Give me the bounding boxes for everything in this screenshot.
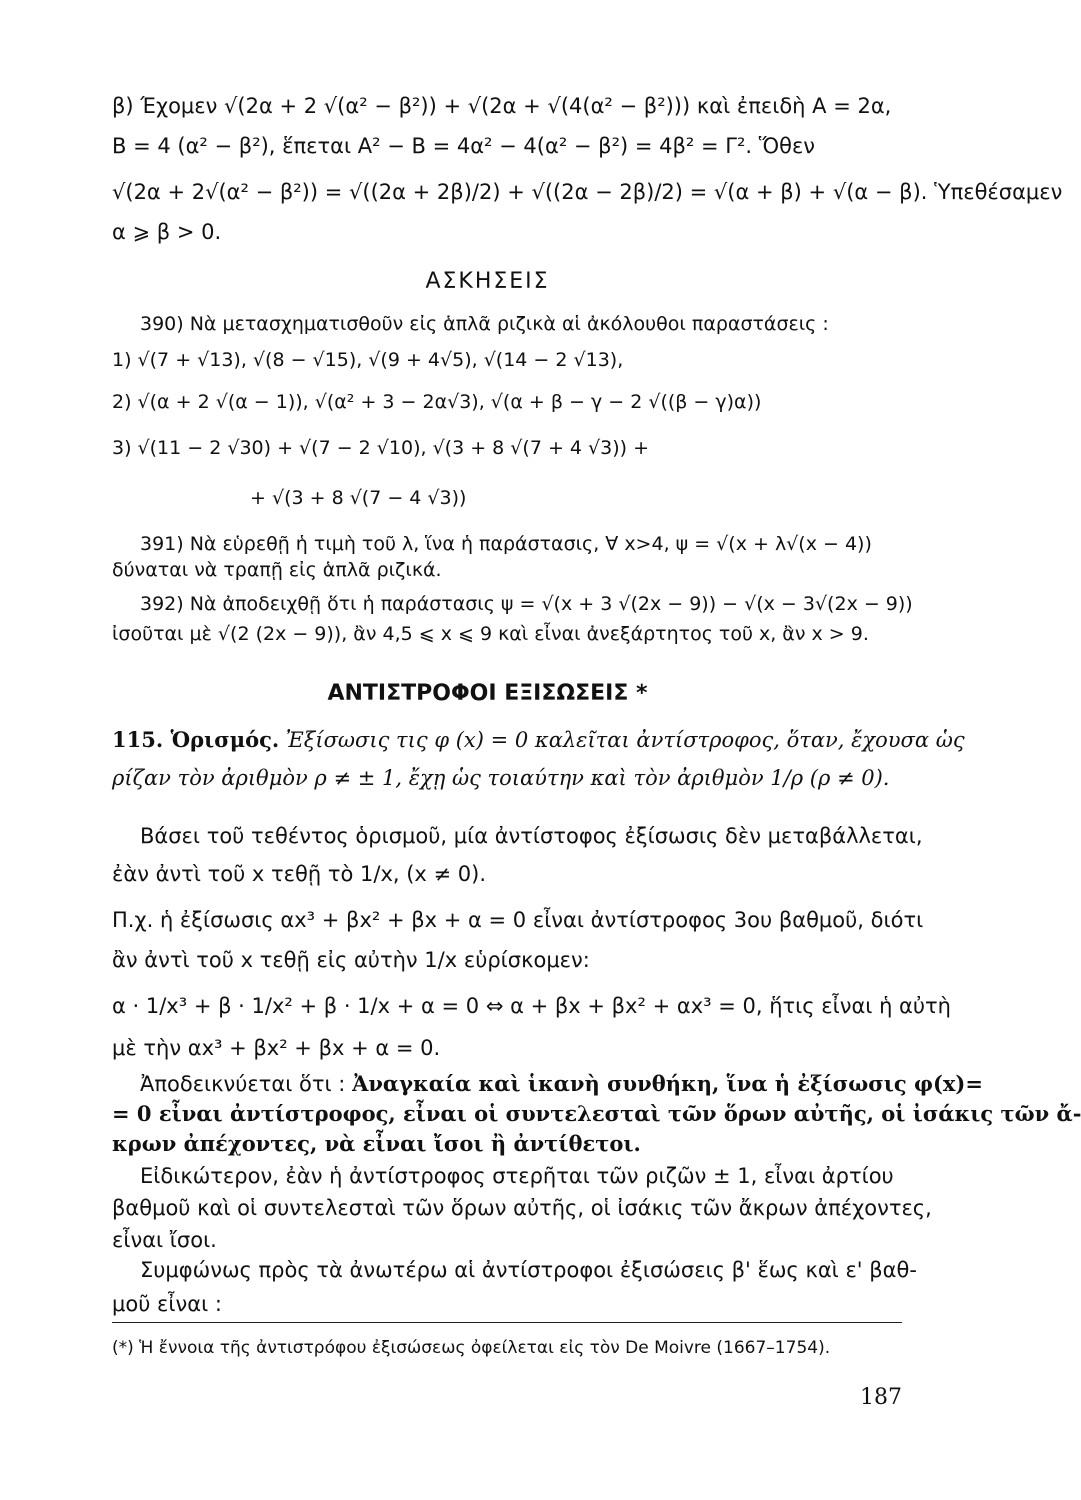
paragraph-1-line-2: ἐὰν ἀντὶ τοῦ x τεθῇ τὸ 1/x, (x ≠ 0). [112, 862, 487, 886]
page-number: 187 [860, 1385, 902, 1410]
intro-line-2: Β = 4 (α² − β²), ἕπεται Α² − Β = 4α² − 4(α² − β²) = 4β² = Γ². Ὅθεν [112, 134, 816, 158]
paragraph-2-line-4: μὲ τὴν αx³ + βx² + βx + α = 0. [112, 1036, 441, 1060]
theorem-text-1: Ἀναγκαία καὶ ἱκανὴ συνθήκη, ἵνα ἡ ἐξίσωσις φ(x)= [352, 1071, 983, 1096]
exercise-392-line-2: ἰσοῦται μὲ √(2 (2x − 9)), ἂν 4,5 ⩽ x ⩽ 9 καὶ εἶναι ἀνεξάρτητος τοῦ x, ἂν x > 9. [112, 623, 869, 645]
definition-text-1: Ἐξίσωσις τις φ (x) = 0 καλεῖται ἀντίστροφος, ὅταν, ἔχουσα ὡς [285, 728, 965, 752]
paragraph-1-line-1: Βάσει τοῦ τεθέντος ὁρισμοῦ, μία ἀντίστοφος ἐξίσωσις δὲν μεταβάλλεται, [140, 824, 923, 848]
paragraph-4-line-2: βαθμοῦ καὶ οἱ συντελεσταὶ τῶν ὅρων αὐτῆς, οἱ ἰσάκις τῶν ἄκρων ἀπέχοντες, [112, 1196, 932, 1220]
intro-line-3: √(2α + 2√(α² − β²)) = √((2α + 2β)/2) + √((2α − 2β)/2) = √(α + β) + √(α − β). Ὑπεθέσαμεν [112, 180, 1063, 204]
definition-line-1 [112, 726, 965, 754]
definition-label: 115. Ὁρισμός. [112, 727, 280, 752]
exercise-390-item-3-continued: + √(3 + 8 √(7 − 4 √3)) [250, 487, 467, 509]
paragraph-4-line-1: Εἰδικώτερον, ἐὰν ἡ ἀντίστροφος στερῆται τῶν ριζῶν ± 1, εἶναι ἀρτίου [140, 1164, 894, 1188]
paragraph-3-line-1 [140, 1070, 983, 1098]
intro-line-1: β) Έχομεν √(2α + 2 √(α² − β²)) + √(2α + √(4(α² − β²))) καὶ ἐπειδὴ Α = 2α, [112, 94, 892, 118]
paragraph-4-line-3: εἶναι ἴσοι. [112, 1228, 217, 1252]
exercise-391-line-1: 391) Νὰ εὑρεθῇ ἡ τιμὴ τοῦ λ, ἵνα ἡ παράστασις, ∀ x>4, ψ = √(x + λ√(x − 4)) [140, 533, 872, 555]
intro-line-4: α ⩾ β > 0. [112, 220, 222, 244]
definition-line-2: ρίζαν τὸν ἀριθμὸν ρ ≠ ± 1, ἔχῃ ὡς τοιαύτην καὶ τὸν ἀριθμὸν 1/ρ (ρ ≠ 0). [112, 766, 890, 790]
exercise-390-item-2: 2) √(α + 2 √(α − 1)), √(α² + 3 − 2α√3), √(α + β − γ − 2 √((β − γ)α)) [112, 391, 762, 413]
paragraph-3-lead: Ἀποδεικνύεται ὅτι : [140, 1072, 353, 1096]
paragraph-5-line-2: μοῦ εἶναι : [112, 1292, 222, 1316]
exercise-392-line-1: 392) Νὰ ἀποδειχθῇ ὅτι ἡ παράστασις ψ = √(x + 3 √(2x − 9)) − √(x − 3√(2x − 9)) [140, 593, 913, 615]
paragraph-2-line-1: Π.χ. ἡ ἐξίσωσις αx³ + βx² + βx + α = 0 εἶναι ἀντίστροφος 3ου βαθμοῦ, διότι [112, 908, 924, 932]
footnote: (*) Ἡ ἔννοια τῆς ἀντιστρόφου ἐξισώσεως ὀφείλεται εἰς τὸν De Moivre (1667–1754). [112, 1338, 831, 1358]
exercise-390-item-3: 3) √(11 − 2 √30) + √(7 − 2 √10), √(3 + 8 √(7 + 4 √3)) + [112, 437, 650, 459]
theorem-line-2: = 0 εἶναι ἀντίστροφος, εἶναι οἱ συντελεσταὶ τῶν ὅρων αὐτῆς, οἱ ἰσάκις τῶν ἄ- [112, 1101, 1081, 1126]
exercise-391-line-2: δύναται νὰ τραπῇ εἰς ἁπλᾶ ριζικά. [112, 559, 442, 581]
paragraph-2-line-2: ἂν ἀντὶ τοῦ x τεθῇ εἰς αὐτὴν 1/x εὑρίσκομεν: [112, 948, 590, 972]
exercise-390-title: 390) Νὰ μετασχηματισθοῦν εἰς ἁπλᾶ ριζικὰ αἱ ἀκόλουθοι παραστάσεις : [140, 313, 829, 335]
theorem-line-3: κρων ἀπέχοντες, νὰ εἶναι ἴσοι ἢ ἀντίθετοι. [112, 1131, 641, 1156]
paragraph-5-line-1: Συμφώνως πρὸς τὰ ἀνωτέρω αἱ ἀντίστροφοι ἐξισώσεις β' ἕως καὶ ε' βαθ- [140, 1258, 917, 1282]
section-title: ΑΝΤΙΣΤΡΟΦΟΙ ΕΞΙΣΩΣΕΙΣ * [327, 681, 648, 706]
footnote-divider [112, 1322, 902, 1323]
paragraph-2-line-3: α · 1/x³ + β · 1/x² + β · 1/x + α = 0 ⇔ α + βx + βx² + αx³ = 0, ἥτις εἶναι ἡ αὐτὴ [112, 994, 951, 1018]
exercises-heading: ΑΣΚΗΣΕΙΣ [425, 269, 550, 294]
exercise-390-item-1: 1) √(7 + √13), √(8 − √15), √(9 + 4√5), √(14 − 2 √13), [112, 349, 624, 371]
